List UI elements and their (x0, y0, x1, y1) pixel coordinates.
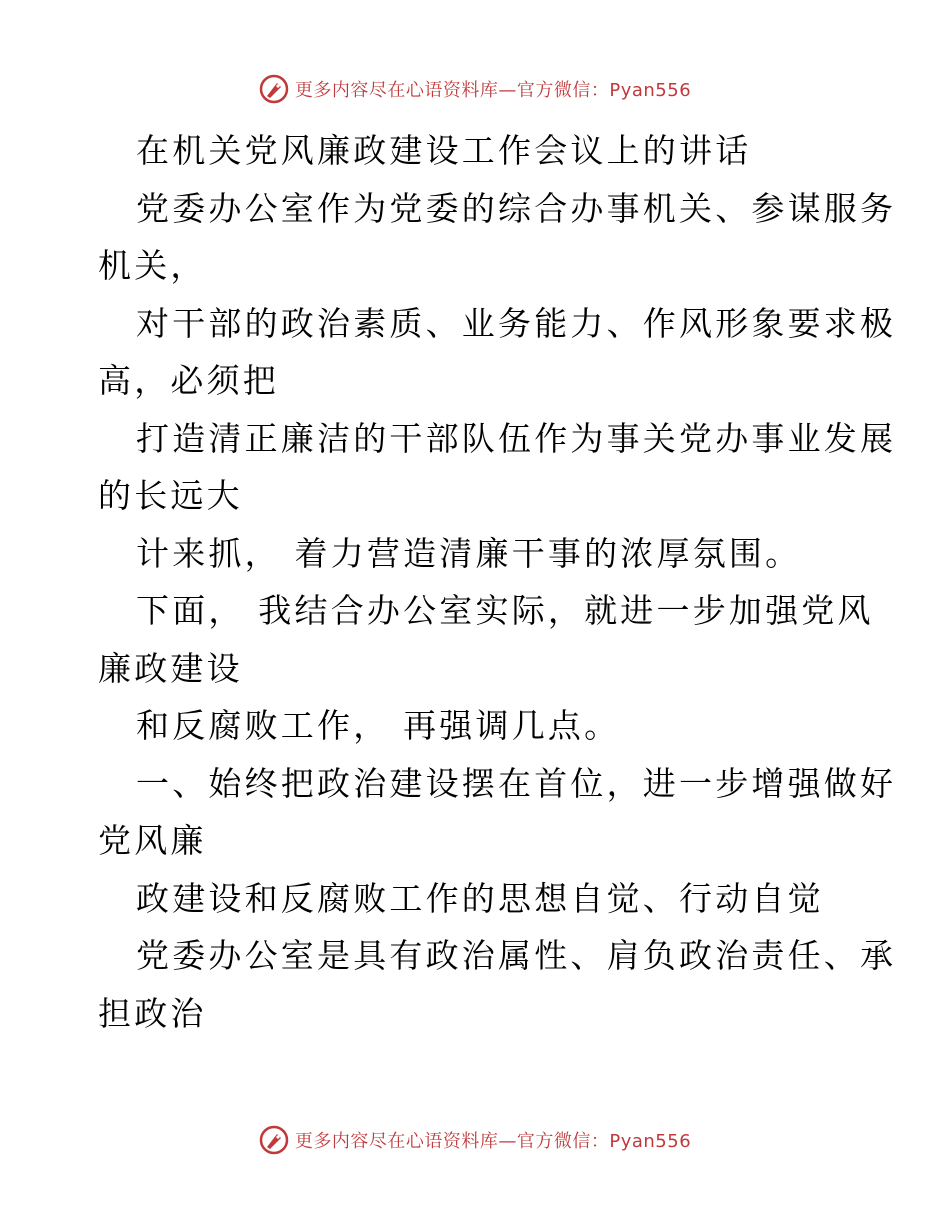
section-heading-cont: 党风廉 (98, 821, 207, 860)
doc-line: 打造清正廉洁的干部队伍作为事关党办事业发展 (136, 418, 897, 458)
footer-watermark (0, 1125, 950, 1155)
pen-nib-logo-icon (259, 74, 289, 104)
doc-line: 和反腐败工作， 再强调几点。 (136, 706, 621, 745)
doc-line: 廉政建设 (98, 648, 243, 688)
doc-line: 党委办公室作为党委的综合办事机关、参谋服务 (136, 188, 897, 228)
doc-line: 党委办公室是具有政治属性、肩负政治责任、承 (136, 936, 897, 975)
watermark-text (295, 76, 691, 102)
watermark-main: 更多内容尽在心语资料库 (294, 1131, 499, 1152)
section-heading-cont: 政建设和反腐败工作的思想自觉、行动自觉 (136, 878, 824, 918)
doc-line: 担政治 (98, 993, 207, 1033)
document-body (98, 122, 898, 1042)
watermark-separator: — (498, 80, 517, 101)
doc-line: 计来抓， 着力营造清廉干事的浓厚氛围。 (136, 533, 802, 573)
doc-line: 机关， (98, 246, 207, 285)
doc-line: 高，必须把 (98, 361, 279, 400)
watermark-main: 更多内容尽在心语资料库 (294, 80, 499, 101)
pen-nib-logo-icon (259, 1125, 289, 1155)
doc-line: 对干部的政治素质、业务能力、作风形象要求极 (136, 303, 897, 343)
header-watermark (0, 74, 950, 104)
watermark-wechat: 官方微信：Pyan556 (516, 1131, 692, 1152)
watermark-wechat: 官方微信：Pyan556 (516, 80, 692, 101)
watermark-text (295, 1127, 691, 1153)
section-heading: 一、始终把政治建设摆在首位，进一步增强做好 (136, 763, 897, 803)
doc-line: 的长远大 (98, 476, 243, 515)
doc-line: 下面， 我结合办公室实际，就进一步加强党风 (136, 591, 874, 630)
watermark-separator: — (498, 1131, 517, 1152)
doc-title: 在机关党风廉政建设工作会议上的讲话 (136, 131, 752, 170)
